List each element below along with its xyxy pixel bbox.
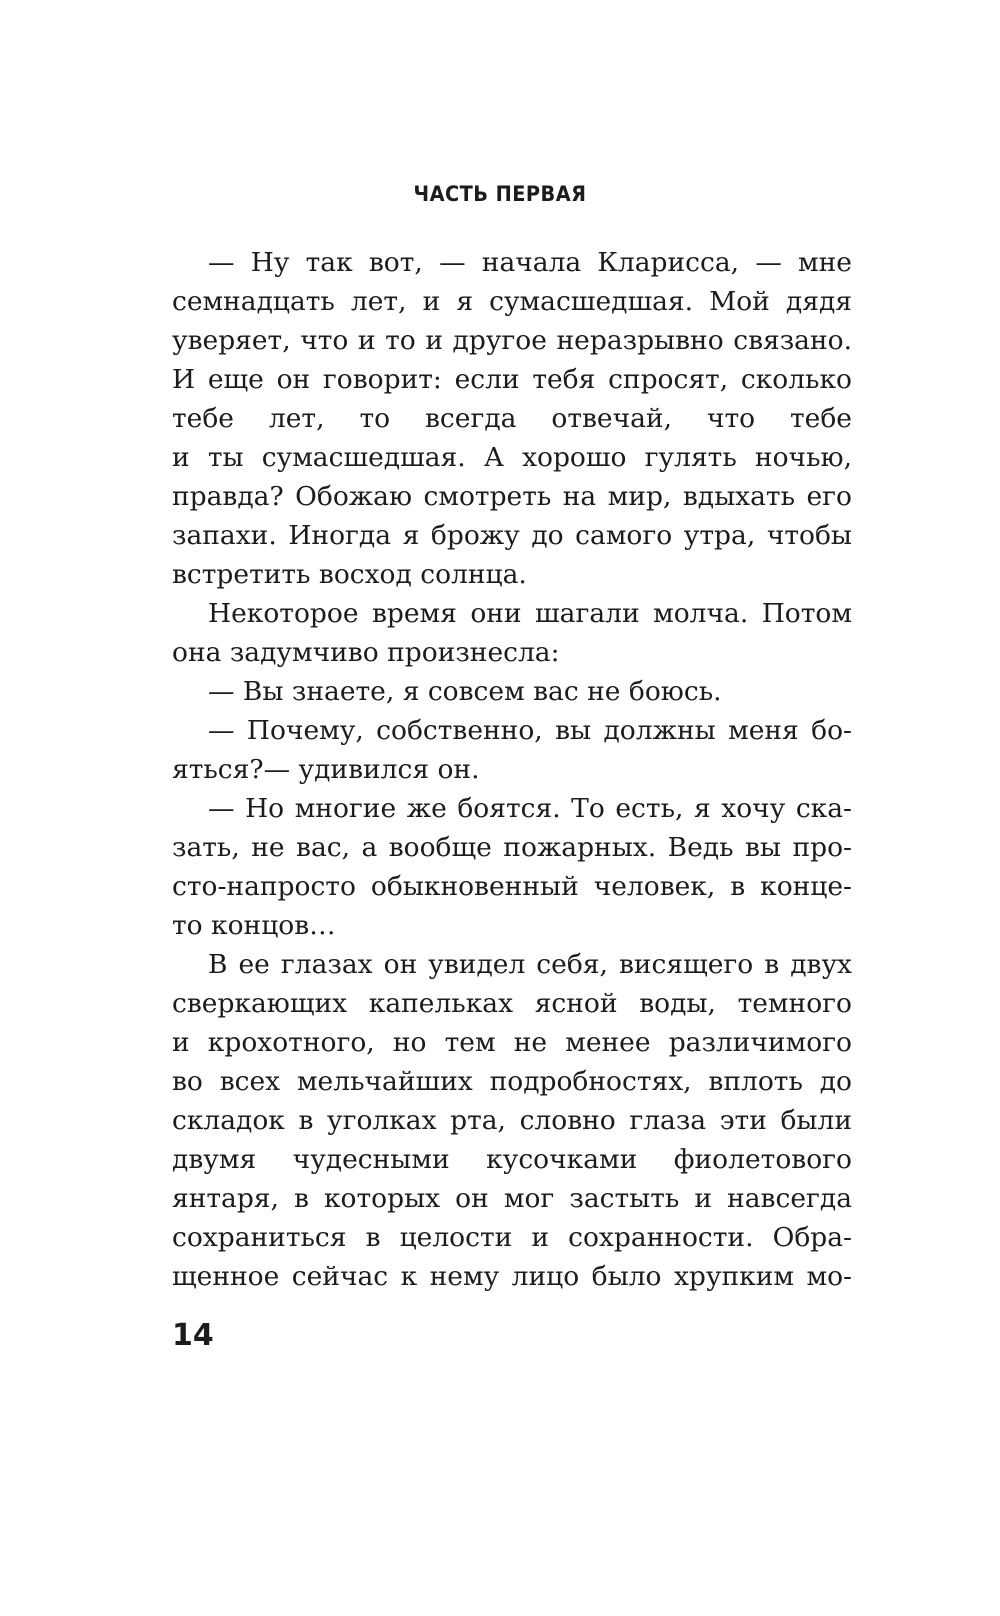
text-line: щенное сейчас к нему лицо было хрупким мо- xyxy=(172,1261,852,1292)
text-line: — Вы знаете, я совсем вас не боюсь. xyxy=(208,676,722,707)
text-line: — Но многие же боятся. То есть, я хочу ска- xyxy=(208,793,852,824)
text-line: сверкающих капельках ясной воды, темного xyxy=(172,988,852,1019)
text-line: сто-напросто обыкновенный человек, в конце- xyxy=(172,871,852,902)
text-line: во всех мельчайших подробностях, вплоть до xyxy=(172,1066,852,1097)
text-line: она задумчиво произнесла: xyxy=(172,637,560,668)
text-line: запахи. Иногда я брожу до самого утра, чтобы xyxy=(172,520,852,551)
text-line: тебе лет, то всегда отвечай, что тебе xyxy=(172,403,852,434)
text-line: двумя чудесными кусочками фиолетового xyxy=(172,1144,852,1175)
text-line: зать, не вас, а вообще пожарных. Ведь вы про- xyxy=(172,832,852,863)
text-line: Некоторое время они шагали молча. Потом xyxy=(208,598,852,629)
page-number: 14 xyxy=(172,1318,214,1353)
text-line: правда? Обожаю смотреть на мир, вдыхать его xyxy=(172,481,852,512)
text-line: янтаря, в которых он мог застыть и навсегда xyxy=(172,1183,852,1214)
text-line: сохраниться в целости и сохранности. Обра- xyxy=(172,1222,852,1253)
text-line: яться?— удивился он. xyxy=(172,754,480,785)
running-header: ЧАСТЬ ПЕРВАЯ xyxy=(413,182,587,206)
text-line: — Ну так вот, — начала Кларисса, — мне xyxy=(208,247,852,278)
text-line: — Почему, собственно, вы должны меня бо- xyxy=(208,715,852,746)
text-line: складок в уголках рта, словно глаза эти были xyxy=(172,1105,852,1136)
text-line: и ты сумасшедшая. А хорошо гулять ночью, xyxy=(172,442,852,473)
text-line: встретить восход солнца. xyxy=(172,559,527,590)
body-text xyxy=(172,243,852,1296)
text-line: уверяет, что и то и другое неразрывно связано. xyxy=(172,325,852,356)
text-line: семнадцать лет, и я сумасшедшая. Мой дядя xyxy=(172,286,852,317)
text-line: то концов… xyxy=(172,910,336,941)
text-line: И еще он говорит: если тебя спросят, сколько xyxy=(172,364,852,395)
text-line: В ее глазах он увидел себя, висящего в двух xyxy=(208,949,852,980)
text-line: и крохотного, но тем не менее различимого xyxy=(172,1027,852,1058)
